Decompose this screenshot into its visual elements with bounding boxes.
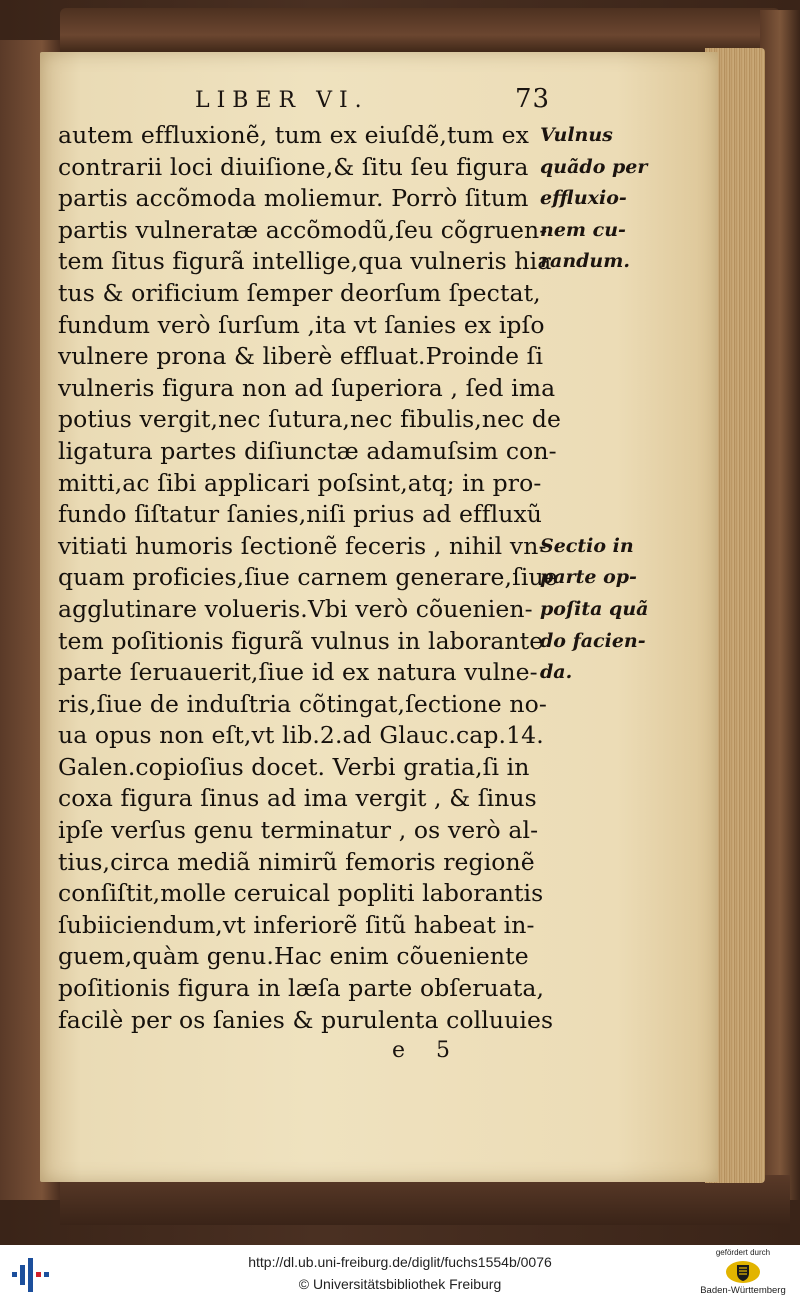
cover-board-bottom [60, 1175, 790, 1225]
text-line: partis vulneratæ accõmodũ,ſeu cõgruen- [58, 215, 548, 244]
cover-board-top [60, 8, 780, 53]
cover-board-right [760, 10, 800, 1200]
footer-bar [0, 1245, 800, 1301]
text-line: quam proficies,ſiue carnem generare,ſiue [58, 563, 558, 592]
margin-note: da. [540, 661, 573, 684]
margin-note: parte op- [540, 566, 637, 589]
running-head: LIBER VI. [195, 88, 369, 113]
permalink-url[interactable]: http://dl.ub.uni-freiburg.de/diglit/fuchs1554b/0076 [248, 1254, 552, 1270]
text-line: tius,circa mediã nimirũ femoris regionẽ [58, 847, 535, 876]
text-line: tus & orificium ſemper deorſum ſpectat, [58, 278, 541, 307]
text-line: ligatura partes diſiunctæ adamuſsim con- [58, 436, 557, 465]
text-line: vitiati humoris ſectionẽ feceris , nihil vn- [58, 531, 547, 560]
margin-note [540, 499, 670, 531]
margin-note [540, 341, 670, 373]
page-header [195, 84, 555, 118]
text-line: potius vergit,nec ſutura,nec fibulis,nec de [58, 405, 562, 434]
margin-note: Vulnus [540, 124, 613, 146]
text-line: fundo ſiſtatur ſanies,niſi prius ad effluxũ [58, 500, 543, 529]
copyright-notice: © Universitätsbibliothek Freiburg [298, 1276, 502, 1292]
sponsor-block [690, 1248, 796, 1300]
margin-note: Sectio in [540, 534, 634, 557]
text-line: parte ſeruauerit,ſiue id ex natura vulne- [58, 658, 538, 687]
text-line: agglutinare volueris.Vbi verò cõuenien- [58, 594, 533, 623]
margin-note [540, 468, 670, 500]
margin-note [540, 404, 670, 436]
sponsor-label: gefördert durch [715, 1248, 771, 1257]
margin-note [540, 436, 670, 468]
text-line: vulneris figura non ad ſuperiora , ſed ima [58, 373, 556, 402]
page-number: 73 [515, 84, 551, 114]
margin-note: effluxio- [540, 187, 627, 210]
margin-note: nem cu- [540, 218, 626, 241]
printer-signature: e 5 [392, 1038, 463, 1063]
text-line: partis accõmoda moliemur. Porrò ſitum [58, 184, 529, 213]
margin-note: poſita quã [540, 597, 649, 620]
margin-notes [540, 120, 670, 689]
sponsor-name: Baden-Württemberg [700, 1285, 786, 1296]
text-line: ua opus non eſt,vt lib.2.ad Glauc.cap.14. [58, 721, 544, 750]
text-line: facilè per os ſanies & purulenta colluuies [58, 1005, 554, 1034]
text-line: contrarii loci diuiſione,& ſitu ſeu figura [58, 152, 529, 181]
text-line: tem poſitionis figurã vulnus in laborante [58, 626, 544, 655]
text-line: autem effluxionẽ, tum ex eiuſdẽ,tum ex [58, 121, 530, 149]
margin-note: quãdo per [540, 155, 648, 178]
text-line: coxa figura ſinus ad ima vergit , & ſinus [58, 784, 537, 813]
main-text-block [58, 120, 578, 1036]
text-line: Galen.copioſius docet. Verbi gratia,ſi in [58, 752, 530, 781]
text-line: fundum verò ſurſum ,ita vt ſanies ex ipſo [58, 310, 545, 339]
margin-note: randum. [540, 250, 630, 273]
margin-note [540, 373, 670, 405]
text-line: conſiſtit,molle ceruical popliti laborantis [58, 879, 544, 908]
text-line: guem,quàm genu.Hac enim cõueniente [58, 942, 529, 971]
text-line: vulnere prona & liberè effluat.Proinde ſi [58, 342, 544, 371]
text-line: ris,ſiue de induſtria cõtingat,ſectione no- [58, 689, 547, 718]
text-line: tem ſitus figurã intellige,qua vulneris hia [58, 247, 552, 276]
margin-note [540, 278, 670, 310]
state-coat-of-arms-icon [723, 1260, 763, 1284]
text-line: poſitionis figura in læſa parte obſeruata, [58, 974, 545, 1003]
margin-note: do facien- [540, 629, 646, 652]
text-line: ipſe verſus genu terminatur , os verò al- [58, 816, 539, 845]
text-line: mitti,ac ſibi applicari poſsint,atq; in pro- [58, 468, 542, 497]
text-line: ſubiiciendum,vt inferiorẽ ſitũ habeat in- [58, 910, 535, 939]
margin-note [540, 310, 670, 342]
